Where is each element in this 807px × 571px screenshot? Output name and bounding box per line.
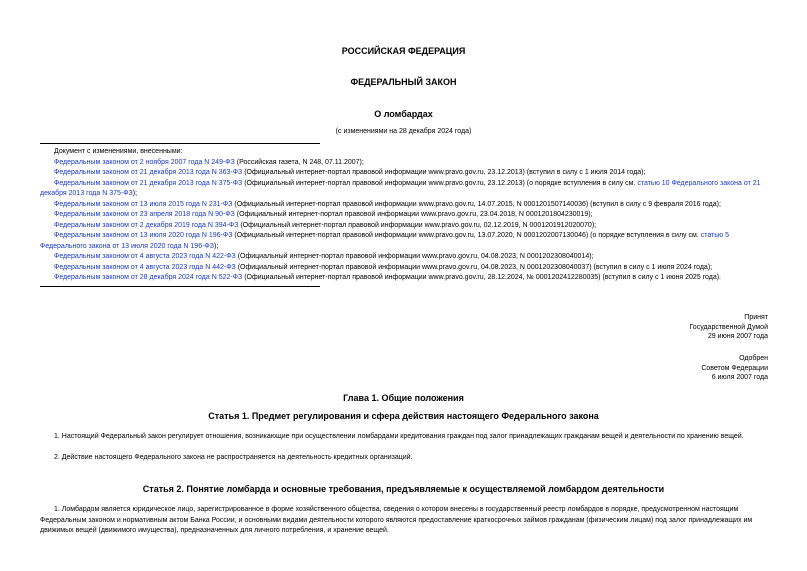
- change-item: Федеральным законом от 21 декабря 2013 года N 375-ФЗ (Официальный интернет-портал правовой информации www.pravo.gov.ru, 23.12.2013) (о порядке вступления в силу см. статью 10 Федерального закона от 21 декабря 2013 года N 375-ФЗ);: [40, 179, 761, 197]
- change-item: Федеральным законом от 4 августа 2023 года N 442-ФЗ (Официальный интернет-портал правовой информации www.pravo.gov.ru, 04.08.2023, N 0001202308040037) (вступил в силу с 1 июля 2024 года);: [54, 263, 713, 271]
- edition-note: (с изменениями на 28 декабря 2024 года): [335, 128, 472, 135]
- changes-list: [40, 147, 768, 284]
- amendment-link[interactable]: Федеральным законом от 13 июля 2020 года N 196-ФЗ: [54, 232, 233, 239]
- law-title: О ломбардах: [374, 109, 433, 119]
- article-2-heading: Статья 2. Понятие ломбарда и основные требования, предъявляемые к осуществляемой ломбардом деятельности: [142, 484, 665, 494]
- article-link[interactable]: статью 10 Федерального закона от 21 декабря 2013 года N 375-ФЗ: [40, 179, 761, 197]
- article-2-paragraph-1: 1. Ломбардом является юридическое лицо, зарегистрированное в форме хозяйственного общества, сведения о котором внесены в государственный реестр ломбардов в порядке, предусмотренном настоящим Федеральным законом и нормативным актом Банка России, и основными видами деятельности которого являются предоставление краткосрочных займов гражданам (физическим лицам) под залог принадлежащих им движимых вещей (движимого имущества), предназначенных для личного потребления, и хранение вещей.: [40, 506, 753, 534]
- change-item: Федеральным законом от 2 декабря 2019 года N 394-ФЗ (Официальный интернет-портал правовой информации www.pravo.gov.ru, 02.12.2019, N 0001201912020070);: [54, 221, 597, 229]
- change-item: Федеральным законом от 23 апреля 2018 года N 90-ФЗ (Официальный интернет-портал правовой информации www.pravo.gov.ru, 23.04.2018, N 0001201804230019);: [54, 211, 593, 218]
- adoption-federation-council: Одобрен Советом Федерации 6 июля 2007 года: [701, 355, 768, 381]
- change-item: Федеральным законом от 13 июля 2015 года N 231-ФЗ (Официальный интернет-портал правовой информации www.pravo.gov.ru, 14.07.2015, N 0001201507140036) (вступил в силу с 9 февраля 2016 года);: [54, 200, 721, 208]
- amendment-link[interactable]: Федеральным законом от 2 декабря 2019 года N 394-ФЗ: [54, 221, 239, 229]
- amendment-link[interactable]: Федеральным законом от 2 ноября 2007 года N 249-ФЗ: [54, 158, 235, 166]
- divider-bottom: [40, 286, 320, 287]
- article-link[interactable]: статью 5 Федерального закона от 13 июля 2020 года N 196-ФЗ: [40, 232, 729, 250]
- amendment-link[interactable]: Федеральным законом от 28 декабря 2024 года N 522-ФЗ: [54, 274, 243, 281]
- change-item: Федеральным законом от 2 ноября 2007 года N 249-ФЗ (Российская газета, N 248, 07.11.2007);: [54, 158, 364, 166]
- amendment-link[interactable]: Федеральным законом от 21 декабря 2013 года N 363-ФЗ: [54, 169, 243, 176]
- change-item: Федеральным законом от 13 июля 2020 года N 196-ФЗ (Официальный интернет-портал правовой информации www.pravo.gov.ru, 13.07.2020, N 0001202007130046) (о порядке вступления в силу см. статью 5 Федерального закона от 13 июля 2020 года N 196-ФЗ);: [40, 232, 729, 250]
- divider-top: [40, 143, 320, 144]
- change-item: Федеральным законом от 21 декабря 2013 года N 363-ФЗ (Официальный интернет-портал правовой информации www.pravo.gov.ru, 23.12.2013) (вступил в силу с 1 июля 2014 года);: [54, 169, 646, 176]
- changes-lead: Документ с изменениями, внесенными:: [54, 148, 183, 155]
- article-1-heading: Статья 1. Предмет регулирования и сфера действия настоящего Федерального закона: [208, 411, 599, 421]
- change-item: Федеральным законом от 4 августа 2023 года N 422-ФЗ (Официальный интернет-портал правовой информации www.pravo.gov.ru, 04.08.2023, N 0001202308040014);: [54, 253, 594, 260]
- amendment-link[interactable]: Федеральным законом от 4 августа 2023 года N 422-ФЗ: [54, 253, 236, 260]
- amendment-link[interactable]: Федеральным законом от 13 июля 2015 года N 231-ФЗ: [54, 200, 233, 208]
- country-heading: РОССИЙСКАЯ ФЕДЕРАЦИЯ: [341, 46, 466, 56]
- article-1-paragraph-1: 1. Настоящий Федеральный закон регулирует отношения, возникающие при осуществлении ломбардами кредитования граждан под залог принадлежащих гражданам вещей и деятельности по хранению вещей.: [54, 433, 744, 440]
- adoption-duma: Принят Государственной Думой 29 июня 2007 года: [689, 314, 768, 340]
- chapter-heading: Глава 1. Общие положения: [343, 393, 464, 403]
- amendment-link[interactable]: Федеральным законом от 23 апреля 2018 года N 90-ФЗ: [54, 211, 235, 218]
- law-type-heading: ФЕДЕРАЛЬНЫЙ ЗАКОН: [350, 77, 457, 87]
- amendment-link[interactable]: Федеральным законом от 21 декабря 2013 года N 375-ФЗ: [54, 179, 243, 187]
- amendment-link[interactable]: Федеральным законом от 4 августа 2023 года N 442-ФЗ: [54, 263, 236, 271]
- change-item: Федеральным законом от 28 декабря 2024 года N 522-ФЗ (Официальный интернет-портал правовой информации www.pravo.gov.ru, 28.12.2024, № 0001202412280035) (вступил в силу с 1 июня 2025 года).: [54, 274, 721, 281]
- article-1-paragraph-2: 2. Действие настоящего Федерального закона не распространяется на деятельность кредитных организаций.: [54, 454, 413, 461]
